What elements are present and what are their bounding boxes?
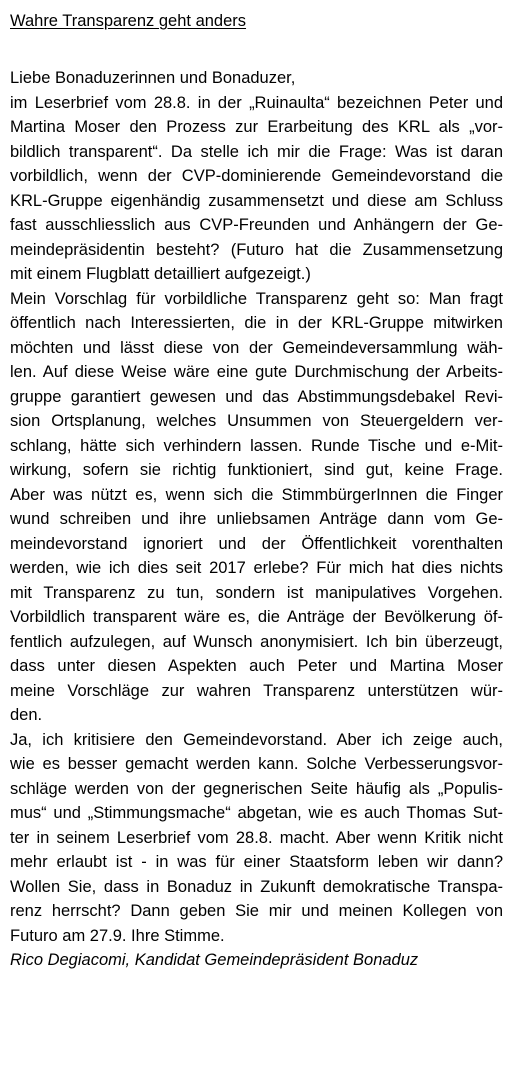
signature: Rico Degiacomi, Kandidat Gemeindepräsident Bonaduz (10, 951, 419, 969)
body-line: meine Vorschläge zur wahren Transparenz unterstützen wür- (10, 681, 503, 700)
body-line: ter in seinem Leserbrief vom 28.8. macht. Aber wenn Kritik nicht (10, 828, 503, 847)
body-line: bildlich transparent“. Da stelle ich mir die Frage: Was ist daran (10, 142, 503, 161)
body-line: mus“ und „Stimmungsmache“ abgetan, wie es auch Thomas Sut- (10, 804, 503, 822)
letter-title: Wahre Transparenz geht anders (10, 12, 247, 30)
salutation-line: Liebe Bonaduzerinnen und Bonaduzer, (10, 69, 296, 87)
body-line: meindepräsidentin besteht? (Futuro hat die Zusammensetzung (10, 240, 503, 259)
body-line: vorbildlich, wenn der CVP-dominierende Gemeindevorstand die (10, 167, 503, 185)
body-line: Mein Vorschlag für vorbildliche Transparenz geht so: Man fragt (10, 289, 503, 308)
body-line: len. Auf diese Weise wäre eine gute Durchmischung der Arbeits- (10, 363, 503, 381)
body-line: öffentlich nach Interessierten, die in der KRL-Gruppe mitwirken (10, 314, 503, 332)
body-line: werden, wie ich dies seit 2017 erlebe? Für mich hat dies nichts (10, 559, 503, 577)
body-line: Martina Moser den Prozess zur Erarbeitung des KRL als „vor- (10, 118, 503, 136)
body-line: fentlich aufzulegen, auf Wunsch anonymisiert. Ich bin überzeugt, (10, 632, 503, 651)
body-line: Vorbildlich transparent wäre es, die Anträge der Bevölkerung öf- (10, 608, 503, 626)
letter-document (10, 11, 503, 973)
body-line: mit Transparenz zu tun, sondern ist manipulatives Vorgehen. (10, 583, 503, 602)
body-line: schläge werden von der gegnerischen Seite häufig als „Populis- (10, 779, 503, 798)
body-line: renz herrscht? Dann geben Sie mir und meinen Kollegen von (10, 902, 503, 920)
body-line: dass unter diesen Aspekten auch Peter und Martina Moser (10, 657, 503, 675)
body-line: mehr erlaubt ist - in was für einer Staatsform leben wir dann? (10, 853, 503, 871)
body-line: wund schreiben und ihre unliebsamen Anträge dann vom Ge- (10, 510, 503, 528)
body-line: Wollen Sie, dass in Bonaduz in Zukunft demokratische Transpa- (10, 877, 503, 896)
body-line: wie es besser gemacht werden kann. Solche Verbesserungsvor- (10, 755, 503, 773)
body-line: gruppe garantiert gewesen und das Abstimmungsdebakel Revi- (10, 387, 503, 406)
body-line: den. (10, 706, 43, 724)
body-line: wirkung, sofern sie richtig funktioniert, sind gut, keine Frage. (10, 461, 503, 479)
body-line: sion Ortsplanung, welches Unsummen von Steuergeldern ver- (10, 412, 503, 430)
body-line: Futuro am 27.9. Ihre Stimme. (10, 926, 225, 945)
body-line: Ja, ich kritisiere den Gemeindevorstand. Aber ich zeige auch, (10, 730, 503, 749)
body-line: fast ausschliesslich aus CVP-Freunden und Anhängern der Ge- (10, 216, 503, 234)
body-line: mit einem Flugblatt detailliert aufgezeigt.) (10, 265, 311, 283)
body-line: Aber was nützt es, wenn sich die StimmbürgerInnen die Finger (10, 485, 503, 504)
body-line: möchten und lässt diese von der Gemeindeversammlung wäh- (10, 338, 503, 357)
body-line: im Leserbrief vom 28.8. in der „Ruinaulta“ bezeichnen Peter und (10, 93, 503, 112)
body-line: schlang, hätte sich verhindern lassen. Runde Tische und e-Mit- (10, 436, 503, 455)
body-line: KRL-Gruppe eigenhändig zusammensetzt und diese am Schluss (10, 191, 503, 210)
body-line: meindevorstand ignoriert und der Öffentlichkeit vorenthalten (10, 534, 503, 553)
